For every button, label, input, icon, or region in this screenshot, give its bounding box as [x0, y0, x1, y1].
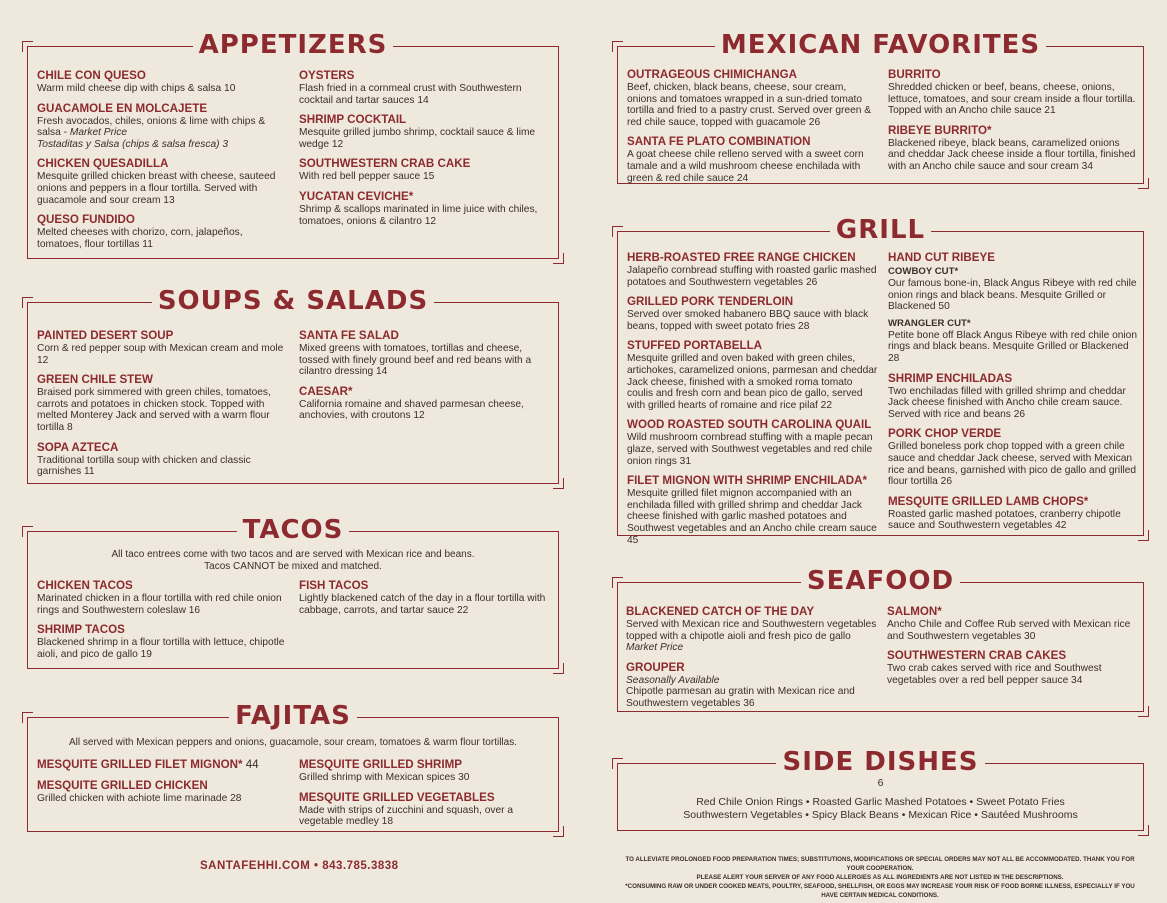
- fajitas-note: All served with Mexican peppers and onions, guacamole, sour cream, tomatoes & warm flour tortillas.: [69, 737, 517, 748]
- disclaimer: TO ALLEVIATE PROLONGED FOOD PREPARATION TIMES; SUBSTITUTIONS, MODIFICATIONS OR SPECIAL ORDERS MAY NOT ALL BE ACCOMMODATED. THANK YOU FOR YOUR COOPERATION. PLEASE ALERT YOUR SERVER OF ANY FOOD ALLERGIES AS ALL INGREDIENTS ARE NOT LISTED IN THE DESCRIPTIONS. *CONSUMING RAW OR UNDER COOKED MEATS, POULTRY, SEAFOOD, SHELLFISH, OR EGGS MAY INCREASE YOUR RISK OF FOOD BORNE ILLNESS, ESPECIALLY IF YOU HAVE CERTAIN MEDICAL CONDITIONS.: [625, 856, 1135, 899]
- menu-item: SOPA AZTECA Traditional tortilla soup with chicken and classic garnishes 11: [37, 440, 251, 478]
- menu-item: CHICKEN QUESADILLA Mesquite grilled chicken breast with cheese, sauteed onions and peppers in a flour tortilla. Served with guacamole and sour cream 13: [37, 157, 276, 206]
- menu-item: FILET MIGNON WITH SHRIMP ENCHILADA* Mesquite grilled filet mignon accompanied with an enchilada filled with grilled shrimp and cheddar Jack cheese finished with garlic mashed potatoes and Southwest vegetables and an Ancho chile cream sauce 45: [627, 474, 877, 546]
- menu-item: PORK CHOP VERDE Grilled boneless pork chop topped with a green chile sauce and cheddar Jack cheese, served with Mexican rice and beans, garnished with pico de gallo and grilled flour tortilla 26: [888, 427, 1137, 488]
- menu-item: SHRIMP TACOS Blackened shrimp in a flour tortilla with lettuce, chipotle aioli, and pico de gallo 19: [37, 623, 285, 660]
- fajitas-title: FAJITAS: [229, 701, 357, 731]
- menu-item: CHICKEN TACOS Marinated chicken in a flour tortilla with red chile onion rings and Southwestern coleslaw 16: [37, 579, 282, 616]
- menu-item: SALMON* Ancho Chile and Coffee Rub served with Mexican rice and Southwestern vegetables 30: [887, 605, 1131, 642]
- menu-item: PAINTED DESERT SOUP Corn & red pepper soup with Mexican cream and mole 12: [37, 329, 284, 366]
- menu-item: STUFFED PORTABELLA Mesquite grilled and oven baked with green chiles, artichokes, caramelized onions, parmesan and cheddar Jack cheese, finished with a smoked roma tomato coulis and fresh corn and bean pico de gallo, served with grilled hearts of romaine and rice pilaf 22: [627, 339, 878, 411]
- menu-item: MESQUITE GRILLED SHRIMP Grilled shrimp with Mexican spices 30: [299, 758, 470, 783]
- menu-item: BURRITO Shredded chicken or beef, beans, cheese, onions, lettuce, tomatoes, and sour cream inside a flour tortilla. Topped with an Ancho chile sauce 21: [888, 68, 1136, 117]
- grill-panel: [617, 215, 1144, 546]
- menu-item: GUACAMOLE EN MOLCAJETE Fresh avocados, chiles, onions & lime with chips & salsa - Market Price Tostaditas y Salsa (chips & salsa fresca) 3: [37, 101, 266, 150]
- side-dishes-line-1: Red Chile Onion Rings • Roasted Garlic Mashed Potatoes • Sweet Potato Fries: [696, 796, 1065, 808]
- menu-item: GROUPER Seasonally Available Chipotle parmesan au gratin with Mexican rice and Southwestern vegetables 36: [626, 660, 855, 709]
- soups-salads-panel: [27, 286, 559, 484]
- tacos-title: TACOS: [237, 515, 350, 545]
- tacos-note: All taco entrees come with two tacos and are served with Mexican rice and beans.: [111, 549, 475, 560]
- menu-item: GREEN CHILE STEW Braised pork simmered with green chiles, tomatoes, carrots and potatoes in chicken stock. Topped with melted Monterey Jack and served with a warm flour tortilla 8: [37, 373, 271, 433]
- seafood-panel: [617, 566, 1144, 712]
- side-dishes-price: 6: [877, 777, 884, 789]
- appetizers-title: APPETIZERS: [193, 30, 394, 60]
- menu-item: OUTRAGEOUS CHIMICHANGA Beef, chicken, black beans, cheese, sour cream, onions and tomatoes wrapped in a sun-dried tomato tortilla and fried to a pastry crust. Served over green & red chile sauce, topped with guacamole 26: [627, 68, 872, 128]
- menu-item: RIBEYE BURRITO* Blackened ribeye, black beans, caramelized onions and cheddar Jack cheese inside a flour tortilla, finished with an Ancho chile sauce and sour cream 34: [888, 123, 1136, 172]
- tacos-panel: [27, 515, 559, 669]
- menu-item: MESQUITE GRILLED LAMB CHOPS* Roasted garlic mashed potatoes, cranberry chipotle sauce and Southwestern vegetables 42: [888, 494, 1121, 532]
- menu-item: WOOD ROASTED SOUTH CAROLINA QUAIL Wild mushroom cornbread stuffing with a maple pecan glaze, served with Southwest vegetables and red chile onion rings 31: [627, 418, 873, 467]
- menu-item: MESQUITE GRILLED FILET MIGNON* 44: [37, 758, 259, 771]
- menu-item: SHRIMP COCKTAIL Mesquite grilled jumbo shrimp, cocktail sauce & lime wedge 12: [299, 113, 536, 150]
- menu-item: GRILLED PORK TENDERLOIN Served over smoked habanero BBQ sauce with black beans, topped with sweet potato fries 28: [627, 295, 869, 332]
- mexican-favorites-panel: [617, 30, 1144, 184]
- menu-item: CHILE CON QUESO Warm mild cheese dip with chips & salsa 10: [37, 69, 236, 94]
- contact-info[interactable]: SANTAFEHHI.COM • 843.785.3838: [200, 860, 399, 872]
- side-dishes-line-2: Southwestern Vegetables • Spicy Black Beans • Mexican Rice • Sautéed Mushrooms: [683, 809, 1078, 821]
- soups-salads-title: SOUPS & SALADS: [152, 286, 434, 316]
- menu-item: CAESAR* California romaine and shaved parmesan cheese, anchovies, with croutons 12: [299, 384, 524, 422]
- fajitas-panel: [27, 701, 559, 832]
- menu-item: SANTA FE PLATO COMBINATION A goat cheese chile relleno served with a sweet corn tamale and a wild mushroom cheese enchilada with green & red chile sauce 24: [627, 135, 864, 184]
- menu-item: HERB-ROASTED FREE RANGE CHICKEN Jalapeño cornbread stuffing with roasted garlic mashed potatoes and Southwestern vegetables 26: [627, 251, 877, 288]
- seafood-title: SEAFOOD: [801, 566, 960, 596]
- mexican-favorites-title: MEXICAN FAVORITES: [715, 30, 1046, 60]
- menu-item: MESQUITE GRILLED VEGETABLES Made with strips of zucchini and squash, over a vegetable medley 18: [299, 790, 514, 828]
- menu-item: FISH TACOS Lightly blackened catch of the day in a flour tortilla with cabbage, carrots, and tartar sauce 22: [299, 579, 546, 616]
- menu-item: SOUTHWESTERN CRAB CAKE With red bell pepper sauce 15: [299, 157, 471, 183]
- appetizers-panel: [27, 30, 559, 259]
- menu-item: OYSTERS Flash fried in a cornmeal crust with Southwestern cocktail and tartar sauces 14: [299, 69, 522, 106]
- menu-item: SOUTHWESTERN CRAB CAKES Two crab cakes served with rice and Southwest vegetables over a red bell pepper sauce 34: [887, 649, 1102, 686]
- menu-item: YUCATAN CEVICHE* Shrimp & scallops marinated in lime juice with chiles, tomatoes, onions & cilantro 12: [299, 189, 538, 227]
- menu-item: QUESO FUNDIDO Melted cheeses with chorizo, corn, jalapeños, tomatoes, flour tortillas 11: [37, 213, 243, 250]
- menu-item: SANTA FE SALAD Mixed greens with tomatoes, tortillas and cheese, tossed with finely ground beef and red beans with a cilantro dressing 14: [299, 329, 532, 378]
- side-dishes-panel: [617, 747, 1144, 831]
- tacos-note-2: Tacos CANNOT be mixed and matched.: [204, 561, 382, 572]
- menu-item: HAND CUT RIBEYE COWBOY CUT* Our famous bone-in, Black Angus Ribeye with red chile onion rings and black beans. Mesquite Grilled or Blackened 50 WRANGLER CUT* Petite bone off Black Angus Ribeye with red chile onion rings and black beans. Mesquite Grilled or Blackened 28: [888, 251, 1137, 364]
- side-dishes-title: SIDE DISHES: [776, 747, 984, 777]
- menu-item: SHRIMP ENCHILADAS Two enchiladas filled with grilled shrimp and cheddar Jack cheese finished with Ancho chile cream sauce. Served with rice and beans 26: [888, 371, 1126, 420]
- menu-item: MESQUITE GRILLED CHICKEN Grilled chicken with achiote lime marinade 28: [37, 779, 242, 804]
- menu-item: BLACKENED CATCH OF THE DAY Served with Mexican rice and Southwestern vegetables topped with a chipotle aioli and fresh pico de gallo Market Price: [626, 605, 877, 654]
- grill-title: GRILL: [830, 215, 931, 245]
